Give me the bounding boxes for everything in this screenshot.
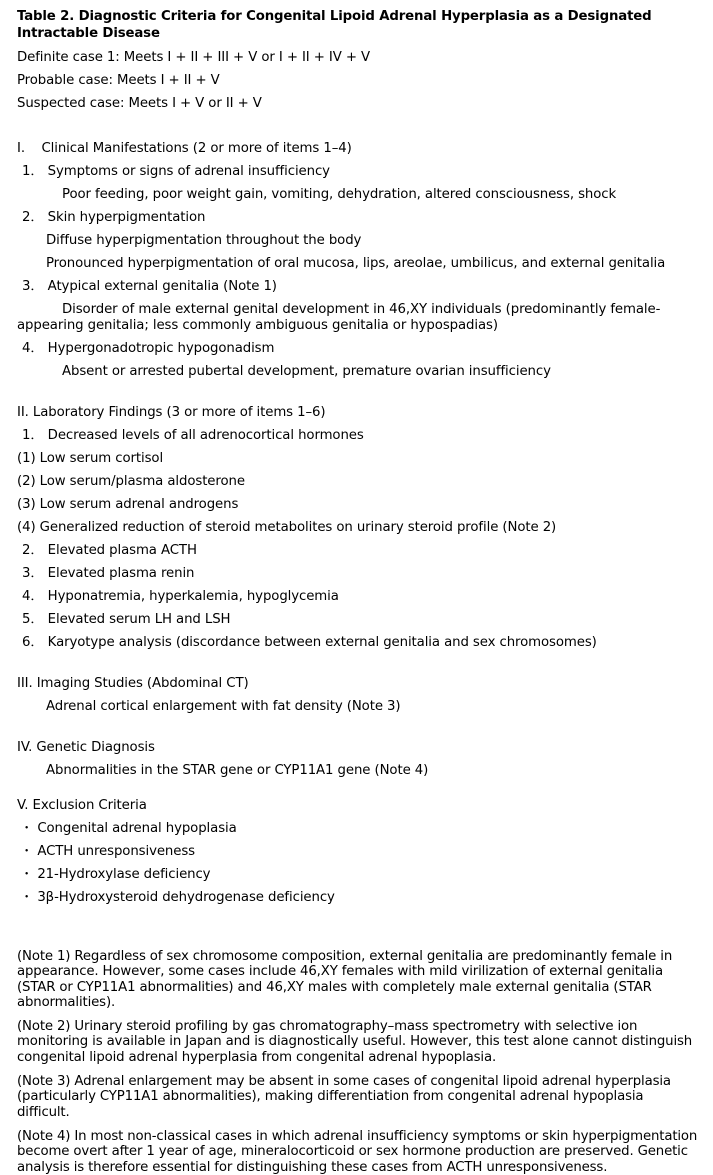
spacer-before-section-five xyxy=(17,786,699,798)
case-definition-suspected: Suspected case: Meets I + V or II + V xyxy=(17,96,262,111)
clinical-item-1: 1． Symptoms or signs of adrenal insufficiency xyxy=(22,164,330,179)
exclusion-bullet-4: ・ 3β-Hydroxysteroid dehydrogenase deficiency xyxy=(20,890,335,905)
spacer-before-section-one xyxy=(17,119,699,141)
laboratory-subitem-2: (2) Low serum/plasma aldosterone xyxy=(17,474,245,489)
laboratory-item-6: 6． Karyotype analysis (discordance between external genitalia and sex chromosomes) xyxy=(22,635,597,650)
laboratory-item-2: 2． Elevated plasma ACTH xyxy=(22,543,197,558)
laboratory-subitem-4: (4) Generalized reduction of steroid metabolites on urinary steroid profile (Note 2) xyxy=(17,520,557,535)
clinical-item-4-description: Absent or arrested pubertal development, premature ovarian insufficiency xyxy=(62,364,551,379)
clinical-item-1-description: Poor feeding, poor weight gain, vomiting, dehydration, altered consciousness, shock xyxy=(62,187,617,202)
clinical-item-3-description: Disorder of male external genital development in 46,XY individuals (predominantly female-appearing genitalia; less commonly ambiguous genitalia or hypospadias) xyxy=(17,302,661,333)
exclusion-bullet-2: ・ ACTH unresponsiveness xyxy=(20,844,195,859)
spacer-before-section-three xyxy=(17,658,699,676)
clinical-item-3: 3． Atypical external genitalia (Note 1) xyxy=(22,279,277,294)
laboratory-subitem-3: (3) Low serum adrenal androgens xyxy=(17,497,239,512)
note-1: (Note 1) Regardless of sex chromosome composition, external genitalia are predominantly female in appearance. However, some cases include 46,XY females with mild virilization of external genitalia (STAR or CYP11A1 abnormalities) and 46,XY males with completely male external genitalia (STAR abnormalities). xyxy=(17,949,673,1010)
laboratory-item-1: 1． Decreased levels of all adrenocortical hormones xyxy=(22,428,364,443)
section-heading-imaging-studies: III. Imaging Studies (Abdominal CT) xyxy=(17,676,249,691)
laboratory-subitem-1: (1) Low serum cortisol xyxy=(17,451,164,466)
laboratory-item-5: 5． Elevated serum LH and LSH xyxy=(22,612,231,627)
case-definition-probable: Probable case: Meets I + II + V xyxy=(17,73,220,88)
note-4: (Note 4) In most non-classical cases in which adrenal insufficiency symptoms or skin hyperpigmentation become overt after 1 year of age, mineralocorticoid or sex hormone production are preserved. Genetic analysis is therefore essential for distinguishing these cases from ACTH unresponsiveness. xyxy=(17,1128,698,1175)
spacer-before-section-four xyxy=(17,722,699,740)
spacer-before-section-two xyxy=(17,387,699,405)
clinical-item-2-description-1: Diffuse hyperpigmentation throughout the body xyxy=(46,233,362,248)
section-heading-genetic-diagnosis: IV. Genetic Diagnosis xyxy=(17,740,155,755)
clinical-item-2: 2． Skin hyperpigmentation xyxy=(22,210,206,225)
case-definition-definite: Definite case 1: Meets I + II + III + V or I + II + IV + V xyxy=(17,50,371,65)
section-heading-clinical-manifestations: I. Clinical Manifestations (2 or more of items 1–4) xyxy=(17,141,352,156)
section-heading-laboratory-findings: II. Laboratory Findings (3 or more of items 1–6) xyxy=(17,405,326,420)
note-3: (Note 3) Adrenal enlargement may be absent in some cases of congenital lipoid adrenal hyperplasia (particularly CYP11A1 abnormalities), making differentiation from congenital adrenal hypoplasia difficult. xyxy=(17,1074,671,1120)
table-title: Table 2. Diagnostic Criteria for Congenital Lipoid Adrenal Hyperplasia as a Designated Intractable Disease xyxy=(17,9,652,41)
spacer-before-notes xyxy=(17,913,699,949)
section-heading-exclusion-criteria: V. Exclusion Criteria xyxy=(17,798,147,813)
genetic-description: Abnormalities in the STAR gene or CYP11A1 gene (Note 4) xyxy=(46,763,429,778)
laboratory-item-3: 3． Elevated plasma renin xyxy=(22,566,195,581)
note-2: (Note 2) Urinary steroid profiling by gas chromatography–mass spectrometry with selective ion monitoring is available in Japan and is diagnostically useful. However, this test alone cannot distinguish congenital lipoid adrenal hyperplasia from congenital adrenal hypoplasia. xyxy=(17,1019,693,1065)
exclusion-bullet-3: ・ 21-Hydroxylase deficiency xyxy=(20,867,211,882)
clinical-item-4: 4． Hypergonadotropic hypogonadism xyxy=(22,341,275,356)
exclusion-bullet-1: ・ Congenital adrenal hypoplasia xyxy=(20,821,237,836)
laboratory-item-4: 4． Hyponatremia, hyperkalemia, hypoglycemia xyxy=(22,589,339,604)
imaging-description: Adrenal cortical enlargement with fat density (Note 3) xyxy=(46,699,401,714)
clinical-item-2-description-2: Pronounced hyperpigmentation of oral mucosa, lips, areolae, umbilicus, and external genitalia xyxy=(46,256,666,271)
